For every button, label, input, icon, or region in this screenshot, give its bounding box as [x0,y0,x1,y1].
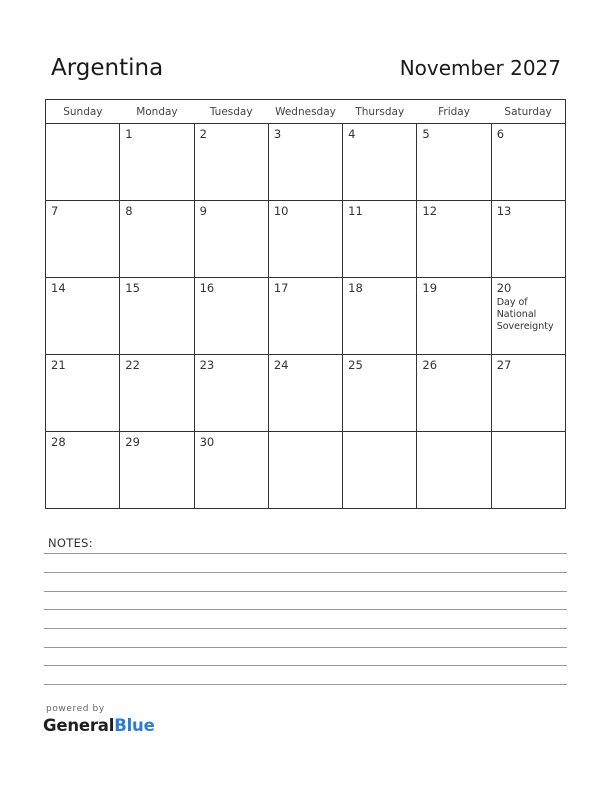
note-line [44,572,567,573]
week-row [46,124,566,201]
day-number: 3 [273,127,282,141]
day-cell [343,278,417,355]
note-line [44,591,567,592]
day-cell [417,124,491,201]
day-number: 5 [422,127,430,141]
day-cell [120,355,194,432]
note-line [44,684,567,685]
day-number: 28 [51,435,66,449]
day-cell [491,432,565,509]
generalblue-logo [43,716,155,735]
day-number: 8 [125,204,133,218]
day-number: 13 [496,204,512,218]
day-number: 23 [199,358,215,372]
day-number: 30 [199,435,215,449]
day-number: 25 [348,358,363,372]
note-line [44,609,567,610]
day-cell [268,278,342,355]
day-cell [268,432,342,509]
day-cell [194,432,268,509]
logo-text-general: General [43,716,115,735]
weekday-header: Sunday [46,100,120,124]
day-number: 2 [199,127,207,141]
weekday-header: Wednesday [268,100,342,124]
day-cell [46,201,120,278]
week-row [46,432,566,509]
day-cell [46,278,120,355]
week-row [46,278,566,355]
day-cell [417,278,491,355]
day-cell [491,278,565,355]
day-cell [491,355,565,432]
day-number: 10 [273,204,289,218]
day-cell [194,201,268,278]
powered-by-text: powered by [46,704,105,714]
day-cell [491,124,565,201]
day-number: 17 [273,281,289,295]
note-line [44,628,567,629]
day-cell [491,201,565,278]
day-cell [343,432,417,509]
day-cell [120,432,194,509]
weekday-header: Saturday [491,100,565,124]
calendar-grid [45,99,566,509]
day-number: 11 [348,204,363,218]
day-number: 20 [496,281,512,295]
day-cell [194,355,268,432]
day-cell [417,201,491,278]
day-cell [46,432,120,509]
day-cell [343,201,417,278]
day-number: 4 [348,127,356,141]
weekday-header: Tuesday [194,100,268,124]
week-row [46,355,566,432]
day-cell [417,432,491,509]
logo-text-blue: Blue [114,716,155,735]
day-number: 6 [496,127,505,141]
weekday-header: Thursday [343,100,417,124]
weekday-header: Monday [120,100,194,124]
day-cell [343,355,417,432]
day-cell [194,124,268,201]
holiday-label: Day of National Sovereignty [496,297,554,332]
day-cell [268,201,342,278]
weekday-header: Friday [417,100,491,124]
day-number: 29 [125,435,140,449]
day-cell [268,124,342,201]
day-cell [120,201,194,278]
day-number: 21 [51,358,66,372]
note-line [44,553,567,554]
day-number: 19 [422,281,438,295]
day-number: 14 [51,281,66,295]
day-cell [268,355,342,432]
day-cell [46,124,120,201]
day-number: 26 [422,358,438,372]
calendar-month-title: November 2027 [399,56,561,80]
day-number: 22 [125,358,140,372]
day-number: 7 [51,204,59,218]
day-cell [343,124,417,201]
day-cell [417,355,491,432]
day-number: 27 [496,358,512,372]
note-line [44,647,567,648]
calendar-country-title: Argentina [51,55,164,81]
day-number: 12 [422,204,438,218]
day-cell [120,278,194,355]
day-number: 1 [125,127,133,141]
day-number: 24 [273,358,289,372]
note-line [44,665,567,666]
day-cell [194,278,268,355]
day-number: 18 [348,281,363,295]
day-number: 9 [199,204,207,218]
notes-label: NOTES: [48,536,93,550]
day-cell [46,355,120,432]
day-number: 15 [125,281,140,295]
weekday-header-row [46,100,566,124]
week-row [46,201,566,278]
day-cell [120,124,194,201]
day-number: 16 [199,281,215,295]
